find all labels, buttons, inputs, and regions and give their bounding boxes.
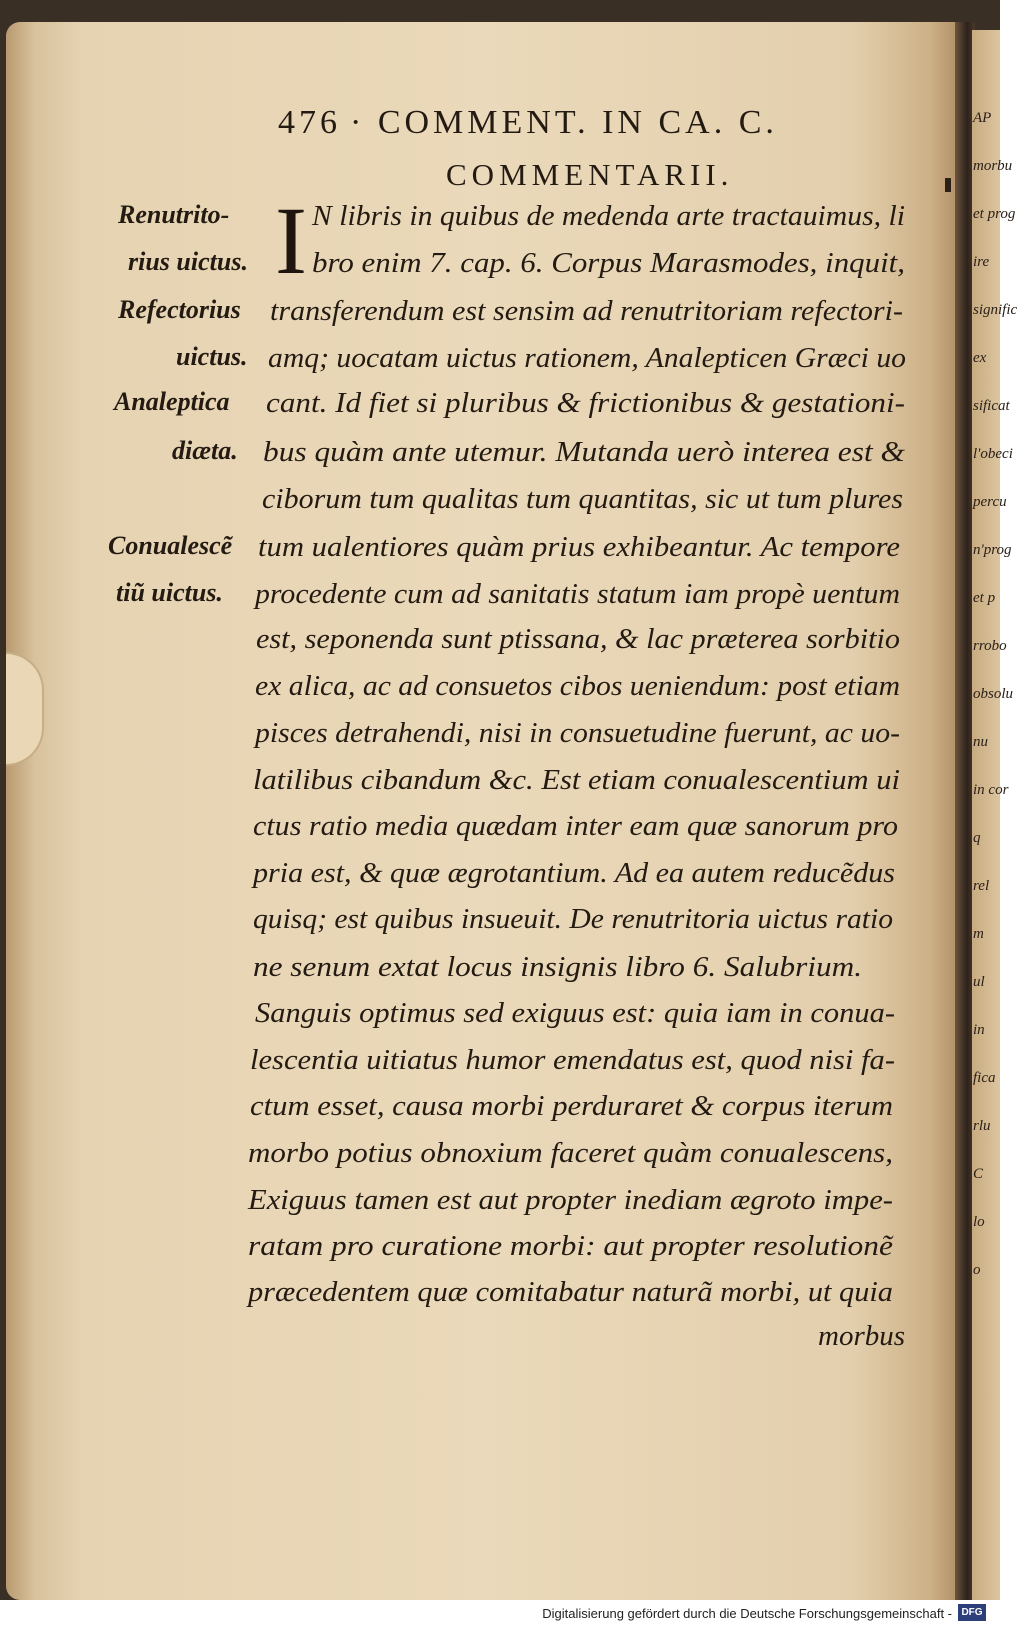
adjacent-page-fragment: ex bbox=[973, 350, 987, 366]
body-line: ctum esset, causa morbi perduraret & corpus iterum bbox=[250, 1090, 893, 1122]
marginal-note: rius uictus. bbox=[128, 247, 248, 276]
body-line: latilibus cibandum &c. Est etiam conualescentium ui bbox=[253, 764, 900, 796]
body-line: transferendum est sensim ad renutritoriam refectori- bbox=[270, 295, 903, 327]
adjacent-page-fragment: percu bbox=[973, 494, 1007, 510]
running-title: · COMMENT. IN CA. C. bbox=[350, 104, 778, 141]
adjacent-page-fragment: m bbox=[973, 926, 984, 942]
adjacent-page-fragment: lo bbox=[973, 1214, 985, 1230]
marginal-note: Conualescẽ bbox=[108, 531, 233, 560]
marginal-note: Renutrito- bbox=[118, 200, 230, 229]
adjacent-page-fragment: q bbox=[973, 830, 981, 846]
body-line: quisq; est quibus insueuit. De renutritoria uictus ratio bbox=[253, 903, 894, 935]
drop-cap: I bbox=[275, 187, 307, 294]
catchword: morbus bbox=[818, 1320, 906, 1352]
body-line: Exiguus tamen est aut propter inediam ægroto impe- bbox=[248, 1184, 893, 1216]
marginal-note: Analeptica bbox=[114, 387, 230, 416]
footer-credit: Digitalisierung gefördert durch die Deutsche Forschungsgemeinschaft - bbox=[542, 1606, 952, 1621]
body-line: bus quàm ante utemur. Mutanda uerò interea est & bbox=[263, 436, 905, 468]
adjacent-page-fragment: o bbox=[973, 1262, 981, 1278]
adjacent-page-fragment: et p bbox=[973, 590, 996, 606]
body-line: cant. Id fiet si pluribus & frictionibus & gestationi- bbox=[266, 387, 905, 419]
adjacent-page-fragment: ul bbox=[973, 974, 985, 990]
footer-bar bbox=[0, 1600, 1000, 1627]
adjacent-page-fragment: nu bbox=[973, 734, 988, 750]
body-line: lescentia uitiatus humor emendatus est, quod nisi fa- bbox=[250, 1044, 895, 1076]
body-line: procedente cum ad sanitatis statum iam propè uentum bbox=[255, 578, 900, 610]
body-line: ciborum tum qualitas tum quantitas, sic ut tum plures bbox=[262, 483, 903, 515]
adjacent-page-fragment: morbu bbox=[973, 158, 1013, 174]
adjacent-page-fragment: rlu bbox=[973, 1118, 991, 1134]
adjacent-page-strip bbox=[972, 30, 1017, 1600]
body-line: N libris in quibus de medenda arte tractauimus, li bbox=[312, 200, 905, 232]
marginal-note: uictus. bbox=[176, 342, 248, 371]
body-line: Sanguis optimus sed exiguus est: quia iam in conua- bbox=[255, 997, 895, 1029]
show-through-text bbox=[96, 672, 276, 852]
adjacent-page-fragment: rrobo bbox=[973, 638, 1007, 654]
adjacent-page-fragment: fica bbox=[973, 1070, 996, 1086]
page-number: 476 bbox=[278, 104, 341, 141]
adjacent-page-fragment: obsolu bbox=[973, 686, 1014, 702]
adjacent-page-fragment: in bbox=[973, 1022, 985, 1038]
body-line: ratam pro curatione morbi: aut propter resolutionẽ bbox=[248, 1230, 893, 1262]
body-line: amq; uocatam uictus rationem, Analepticen Græci uo bbox=[268, 342, 906, 374]
adjacent-page-fragment: in cor bbox=[973, 782, 1009, 798]
body-line: pria est, & quæ ægrotantium. Ad ea autem reducẽdus bbox=[253, 857, 895, 889]
adjacent-page-fragment: AP bbox=[973, 110, 992, 126]
body-line: ne senum extat locus insignis libro 6. Salubrium. bbox=[253, 951, 862, 983]
body-line: præcedentem quæ comitabatur naturã morbi, ut quia bbox=[248, 1276, 894, 1308]
adjacent-page-fragment: sificat bbox=[973, 398, 1010, 414]
adjacent-page-fragment: signific bbox=[973, 302, 1017, 318]
adjacent-page-fragment: n'prog bbox=[973, 542, 1012, 558]
adjacent-page-fragment: C bbox=[973, 1166, 984, 1182]
marginal-note: tiũ uictus. bbox=[116, 578, 223, 607]
body-line: tum ualentiores quàm prius exhibeantur. Ac tempore bbox=[258, 531, 900, 563]
body-line: pisces detrahendi, nisi in consuetudine fuerunt, ac uo- bbox=[255, 717, 900, 749]
body-line: bro enim 7. cap. 6. Corpus Marasmodes, inquit, bbox=[312, 247, 905, 279]
marginal-note: diæta. bbox=[172, 436, 238, 465]
page-mark bbox=[945, 178, 951, 192]
section-title: COMMENTARII. bbox=[446, 157, 734, 192]
adjacent-page-fragment: ire bbox=[973, 254, 990, 270]
body-line: morbo potius obnoxium faceret quàm conualescens, bbox=[248, 1137, 893, 1169]
dfg-logo: DFG bbox=[958, 1604, 986, 1621]
marginal-note: Refectorius bbox=[118, 295, 241, 324]
body-line: est, seponenda sunt ptissana, & lac præterea sorbitio bbox=[256, 623, 900, 655]
body-line: ctus ratio media quædam inter eam quæ sanorum pro bbox=[253, 810, 898, 842]
adjacent-page-fragment: rel bbox=[973, 878, 990, 894]
body-line: ex alica, ac ad consuetos cibos ueniendum: post etiam bbox=[255, 670, 900, 702]
adjacent-page-fragment: l'obeci bbox=[973, 446, 1013, 462]
page-edge-tab bbox=[6, 652, 44, 766]
adjacent-page-fragment: et prog bbox=[973, 206, 1016, 222]
